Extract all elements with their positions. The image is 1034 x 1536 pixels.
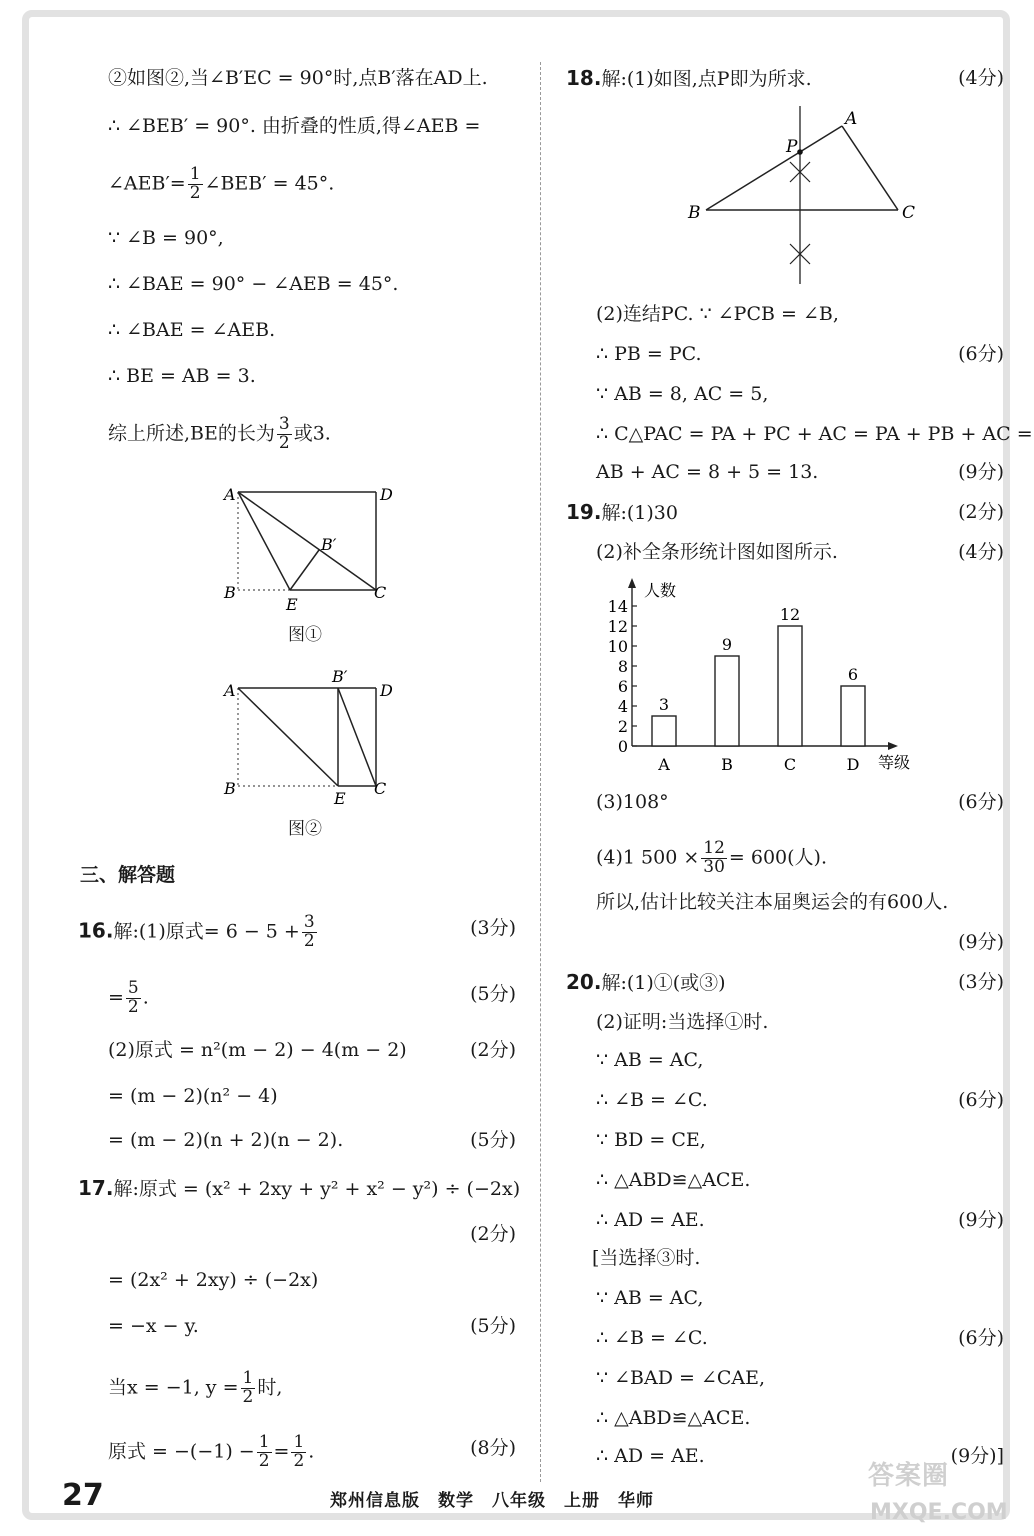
q16-score-2: (5分) bbox=[470, 983, 516, 1005]
watermark: 答案圈 bbox=[868, 1461, 950, 1491]
label-p: P bbox=[786, 137, 798, 157]
q16-score-5: (5分) bbox=[470, 1129, 516, 1151]
watermark-url: MXQE.COM bbox=[870, 1500, 1008, 1525]
q19-score-3: (6分) bbox=[958, 791, 1004, 813]
left-line-8: 综上所述,BE的长为 $\frac{3}{2}$ 或3. bbox=[108, 414, 331, 453]
q16-score-3: (2分) bbox=[470, 1039, 516, 1061]
left-line-3: ∠AEB′= $\frac{1}{2}$ ∠BEB′ = 45°. bbox=[108, 164, 335, 203]
left-line-6: ∴ ∠BAE = ∠AEB. bbox=[108, 319, 276, 341]
label-b-prime: B′ bbox=[321, 535, 337, 554]
y-tick-label: 4 bbox=[617, 697, 628, 716]
left-line-2: ∴ ∠BEB′ = 90°. 由折叠的性质,得∠AEB = bbox=[108, 115, 481, 137]
bar-D bbox=[841, 686, 865, 746]
q20-score-10: (6分) bbox=[958, 1327, 1004, 1349]
q20-line-11: ∵ ∠BAD = ∠CAE, bbox=[596, 1367, 766, 1389]
q20-line-3: ∵ AB = AC, bbox=[596, 1049, 704, 1071]
q19-score-1: (2分) bbox=[958, 501, 1004, 523]
y-axis-label: 人数 bbox=[644, 581, 677, 600]
y-tick-label: 14 bbox=[607, 597, 628, 616]
q20-line-12: ∴ △ABD≌△ACE. bbox=[596, 1407, 751, 1429]
q20-line-10: ∴ ∠B = ∠C. bbox=[596, 1327, 708, 1349]
fraction: $\frac{1}{2}$ bbox=[189, 164, 201, 203]
column-divider bbox=[540, 62, 541, 1482]
x-axis-label: 等级 bbox=[878, 753, 911, 772]
figure-1 bbox=[218, 484, 398, 614]
x-axis-arrow bbox=[888, 742, 898, 750]
left-line-4: ∵ ∠B = 90°, bbox=[108, 227, 224, 249]
q20-line-9: ∵ AB = AC, bbox=[596, 1287, 704, 1309]
bar-B bbox=[715, 656, 739, 746]
label-a: A bbox=[845, 109, 858, 129]
label-b-prime: B′ bbox=[332, 667, 348, 686]
q16-line-3: (2)原式 = n²(m − 2) − 4(m − 2) bbox=[108, 1039, 407, 1061]
q20-score-13: (9分)] bbox=[950, 1445, 1004, 1467]
figure-18 bbox=[680, 104, 920, 288]
q17-score-5: (8分) bbox=[470, 1437, 516, 1459]
left-line-5: ∴ ∠BAE = 90° − ∠AEB = 45°. bbox=[108, 273, 399, 295]
q19-line-3: (3)108° bbox=[596, 791, 669, 813]
label-b: B bbox=[224, 583, 236, 602]
q16-line-1: 16.解:(1)原式= 6 − 5 + $\frac{3}{2}$ bbox=[78, 912, 315, 951]
q16-line-2: = $\frac{5}{2}$ . bbox=[108, 978, 149, 1017]
x-tick-label-B: B bbox=[721, 755, 733, 774]
q19-line-4: (4)1 500 × $\frac{12}{30}$ = 600(人). bbox=[596, 838, 828, 877]
y-tick-label: 6 bbox=[617, 677, 628, 696]
q20-line-7: ∴ AD = AE. bbox=[596, 1209, 705, 1231]
q19-score-5: (9分) bbox=[958, 931, 1004, 953]
q16-line-5: = (m − 2)(n + 2)(n − 2). bbox=[108, 1129, 344, 1151]
q18-line-4: ∵ AB = 8, AC = 5, bbox=[596, 383, 769, 405]
fraction: $\frac{3}{2}$ bbox=[278, 414, 290, 453]
label-c: C bbox=[374, 583, 387, 602]
x-tick-label-D: D bbox=[846, 755, 860, 774]
page-number: 27 bbox=[62, 1478, 104, 1513]
q18-line-3: ∴ PB = PC. bbox=[596, 343, 702, 365]
q18-score-1: (4分) bbox=[958, 67, 1004, 89]
left-line-1: ②如图②,当∠B′EC = 90°时,点B′落在AD上. bbox=[108, 67, 488, 89]
q20-line-2: (2)证明:当选择①时. bbox=[596, 1011, 769, 1033]
q19-line-2: (2)补全条形统计图如图所示. bbox=[596, 541, 838, 563]
q20-score-1: (3分) bbox=[958, 971, 1004, 993]
q18-line-2: (2)连结PC. ∵ ∠PCB = ∠B, bbox=[596, 303, 839, 325]
q18-score-6: (9分) bbox=[958, 461, 1004, 483]
y-axis-arrow bbox=[628, 578, 636, 588]
q19-line-5: 所以,估计比较关注本届奥运会的有600人. bbox=[596, 891, 949, 913]
label-b: B bbox=[224, 779, 236, 798]
data-label-C: 12 bbox=[779, 605, 801, 624]
q20-line-13: ∴ AD = AE. bbox=[596, 1445, 705, 1467]
q17-line-5: 原式 = −(−1) − $\frac{1}{2}$ = $\frac{1}{2}$ . bbox=[108, 1432, 315, 1471]
x-tick-label-A: A bbox=[658, 755, 670, 774]
y-tick-label: 12 bbox=[607, 617, 628, 636]
bar-chart bbox=[600, 572, 930, 782]
q17-line-2: = (2x² + 2xy) ÷ (−2x) bbox=[108, 1269, 319, 1291]
data-label-D: 6 bbox=[847, 665, 859, 684]
x-tick-label-C: C bbox=[783, 755, 797, 774]
label-e: E bbox=[286, 595, 298, 614]
label-a: A bbox=[224, 681, 236, 700]
q20-line-1: 20.解:(1)①(或③) bbox=[566, 970, 726, 994]
q19-score-2: (4分) bbox=[958, 541, 1004, 563]
q17-line-3: = −x − y. bbox=[108, 1315, 199, 1337]
data-label-B: 9 bbox=[721, 635, 733, 654]
label-d: D bbox=[380, 681, 393, 700]
q20-line-6: ∴ △ABD≌△ACE. bbox=[596, 1169, 751, 1191]
label-d: D bbox=[380, 485, 393, 504]
q16-line-4: = (m − 2)(n² − 4) bbox=[108, 1085, 278, 1107]
q18-line-5: ∴ C△PAC = PA + PC + AC = PA + PB + AC = bbox=[596, 423, 1033, 445]
bar-A bbox=[652, 716, 676, 746]
label-b: B bbox=[688, 203, 701, 223]
q20-line-4: ∴ ∠B = ∠C. bbox=[596, 1089, 708, 1111]
footer-text: 郑州信息版 数学 八年级 上册 华师 bbox=[330, 1491, 654, 1511]
label-e: E bbox=[334, 789, 346, 806]
section-title: 三、解答题 bbox=[80, 864, 176, 886]
q18-line-6: AB + AC = 8 + 5 = 13. bbox=[596, 461, 819, 483]
q20-line-8: [当选择③时. bbox=[592, 1247, 701, 1269]
q20-score-4: (6分) bbox=[958, 1089, 1004, 1111]
label-c: C bbox=[374, 779, 387, 798]
figure-2 bbox=[218, 666, 398, 806]
q17-line-1: 17.解:原式 = (x² + 2xy + y² + x² − y²) ÷ (−2x) bbox=[78, 1176, 521, 1200]
q16-score-1: (3分) bbox=[470, 917, 516, 939]
figure-2-caption: 图② bbox=[288, 819, 322, 839]
left-line-7: ∴ BE = AB = 3. bbox=[108, 365, 256, 387]
q20-score-7: (9分) bbox=[958, 1209, 1004, 1231]
figure-1-caption: 图① bbox=[288, 625, 322, 645]
q17-line-4: 当x = −1, y = $\frac{1}{2}$ 时, bbox=[108, 1368, 283, 1407]
q18-score-3: (6分) bbox=[958, 343, 1004, 365]
q18-line-1: 18.解:(1)如图,点P即为所求. bbox=[566, 66, 812, 90]
y-tick-label: 0 bbox=[617, 737, 628, 756]
y-tick-label: 8 bbox=[617, 657, 628, 676]
bar-C bbox=[778, 626, 802, 746]
q19-line-1: 19.解:(1)30 bbox=[566, 500, 678, 524]
data-label-A: 3 bbox=[658, 695, 670, 714]
y-tick-label: 10 bbox=[607, 637, 628, 656]
label-a: A bbox=[224, 485, 236, 504]
label-c: C bbox=[902, 203, 916, 223]
q17-score-3: (5分) bbox=[470, 1315, 516, 1337]
q20-line-5: ∵ BD = CE, bbox=[596, 1129, 706, 1151]
q17-score-1: (2分) bbox=[470, 1223, 516, 1245]
y-tick-label: 2 bbox=[617, 717, 628, 736]
